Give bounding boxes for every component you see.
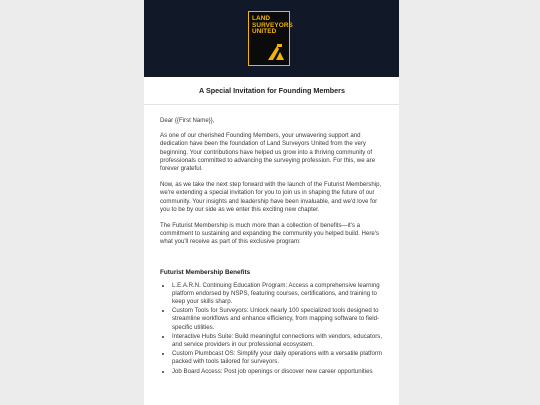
logo-line-2: SURVEYORS bbox=[252, 21, 293, 29]
logo-text bbox=[252, 16, 293, 36]
benefits-title: Futurist Membership Benefits bbox=[160, 268, 251, 276]
email-body bbox=[160, 105, 384, 247]
list-item: • Custom Tools for Surveyors: Unlock nearly 100 specialized tools designed to streamline workflows and enhance efficiency, from mapping software to field-specific utilities. bbox=[172, 307, 384, 332]
land-surveyors-united-logo bbox=[248, 11, 293, 66]
body-paragraph: Now, as we take the next step forward with the launch of the Futurist Membership, we're extending a special invitation for you to join us in shaping the future of our community. Your insights and leadership have been invaluable, and we'd love for you to be by our side as we enter this exciting new chapter. bbox=[160, 181, 382, 213]
list-item: • Job Board Access: Post job openings or discover new career opportunities bbox=[172, 368, 384, 376]
body-paragraph: As one of our cherished Founding Members, your unwavering support and dedication have been the foundation of Land Surveyors United from the very beginning. Your contributions have helped us grow into a thriving community of professionals committed to advancing the surveying profession. For this, we are forever grateful. bbox=[160, 132, 376, 173]
email-container bbox=[144, 0, 399, 405]
email-header bbox=[144, 0, 399, 77]
survey-tripod-icon bbox=[267, 43, 285, 61]
greeting: Dear {{First Name}}, bbox=[160, 117, 215, 124]
invitation-heading: A Special Invitation for Founding Members bbox=[199, 86, 345, 95]
list-item: • Interactive Hubs Suite: Build meaningful connections with vendors, educators, and service providers in our professional ecosystem. bbox=[172, 333, 384, 349]
logo-line-1: LAND bbox=[252, 15, 271, 22]
logo-line-3: UNITED bbox=[252, 28, 277, 36]
list-item: • L.E.A.R.N. Continuing Education Program: Access a comprehensive learning platform endorsed by NSPS, featuring courses, certifications, and training to keep your skills sharp. bbox=[172, 282, 384, 307]
email-content bbox=[144, 77, 399, 376]
body-paragraph: The Futurist Membership is much more than a collection of benefits—it's a commitment to sustaining and expanding the community you helped build. Here's what you'll receive as part of this exclusive program: bbox=[160, 222, 379, 246]
list-item: • Custom Plumbcast OS: Simplify your daily operations with a versatile platform packed with tools tailored for surveyors. bbox=[172, 350, 384, 366]
benefits-list bbox=[160, 282, 384, 376]
